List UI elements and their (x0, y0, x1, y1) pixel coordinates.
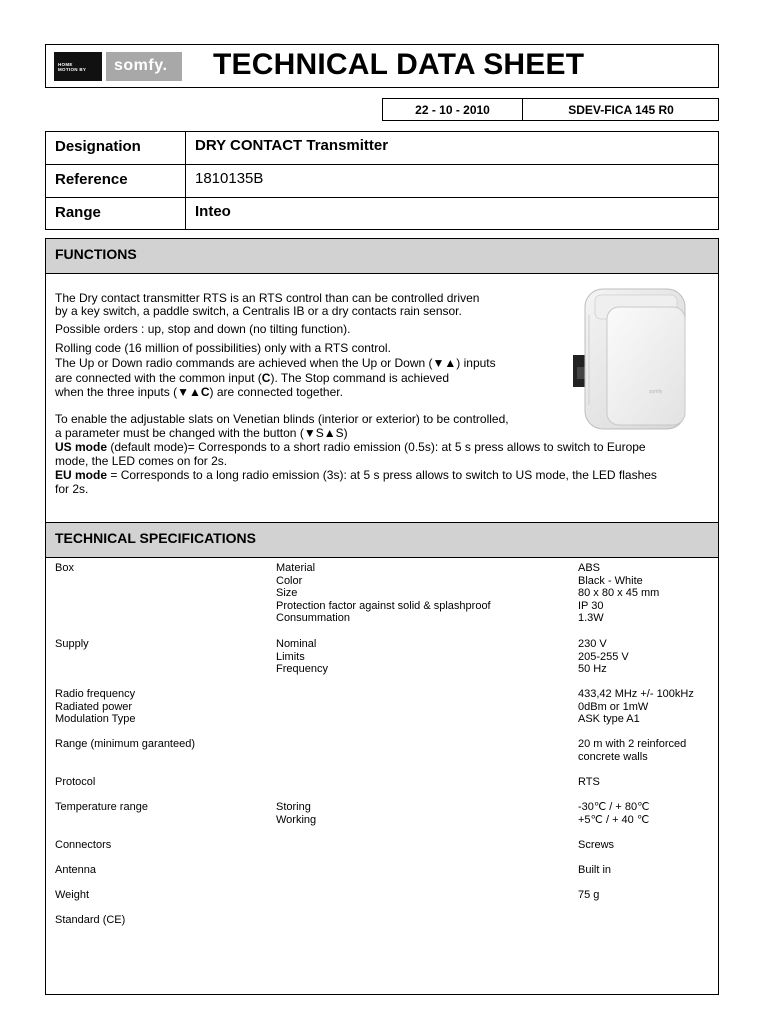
page-title: TECHNICAL DATA SHEET (213, 48, 585, 81)
technical-specifications-section (45, 522, 719, 995)
spec-value: Black - White (578, 574, 643, 587)
somfy-logo-text: somfy. (114, 57, 168, 74)
spec-value: 50 Hz (578, 663, 607, 675)
spec-param: Frequency (276, 663, 328, 675)
spec-param: Working (276, 813, 317, 826)
header-box (45, 44, 719, 88)
document-date: 22 - 10 - 2010 (415, 103, 490, 117)
device-brand-text: somfy (649, 389, 663, 395)
spec-param: Material (276, 562, 316, 574)
spec-value: 20 m with 2 reinforced (578, 738, 687, 750)
spec-category: Antenna (55, 864, 96, 876)
spec-param: Protection factor against solid & splashproof (276, 599, 491, 612)
table-row-range (46, 197, 718, 231)
functions-heading-bar (46, 239, 718, 274)
spec-value: ABS (578, 562, 601, 574)
spec-value: 433,42 MHz +/- 100kHz (578, 688, 694, 700)
text-span: when the three inputs (▼▲ (55, 385, 201, 399)
table-row-reference (46, 164, 718, 198)
functions-line: Rolling code (16 million of possibilities) only with a RTS control. (55, 341, 391, 355)
text-span: ). The Stop command is achieved (270, 371, 449, 385)
spec-value: IP 30 (578, 599, 604, 612)
spec-param: Color (276, 574, 303, 587)
spec-param: Storing (276, 801, 311, 813)
us-mode-line (55, 440, 646, 454)
spec-value: 205-255 V (578, 650, 629, 663)
functions-line: mode, the LED comes on for 2s. (55, 454, 228, 468)
functions-line: The Up or Down radio commands are achieved when the Up or Down (▼▲) inputs (55, 356, 496, 370)
functions-line: by a key switch, a paddle switch, a Centralis IB or a dry contacts rain sensor. (55, 304, 462, 318)
designation-value: DRY CONTACT Transmitter (195, 137, 389, 154)
eu-mode-text: = Corresponds to a long radio emission (3s): at 5 s press allows to switch to US mode, the LED flashes (107, 468, 657, 482)
spec-category: Weight (55, 889, 90, 901)
spec-category: Supply (55, 638, 89, 650)
spec-value: Built in (578, 864, 612, 876)
spec-param: Nominal (276, 638, 317, 650)
functions-heading: FUNCTIONS (55, 246, 137, 262)
spec-category: Radio frequency Radiated power Modulation Type (55, 688, 136, 725)
logo-home-text: HOME (58, 62, 73, 67)
spec-param: Limits (276, 650, 305, 663)
range-label: Range (55, 204, 101, 221)
somfy-logo (106, 52, 182, 81)
common-input-label: C (261, 371, 271, 385)
spec-value: ASK type A1 (578, 713, 640, 725)
range-value: Inteo (195, 203, 231, 220)
functions-line: for 2s. (55, 482, 89, 496)
identification-table (45, 131, 719, 230)
spec-category: Protocol (55, 776, 96, 788)
reference-value: 1810135B (195, 170, 264, 187)
functions-line: The Dry contact transmitter RTS is an RTS control than can be controlled driven (55, 291, 480, 305)
spec-category: Standard (CE) (55, 914, 126, 926)
functions-line: Possible orders : up, stop and down (no tilting function). (55, 322, 351, 336)
functions-line: To enable the adjustable slats on Venetian blinds (interior or exterior) to be controlled, (55, 412, 509, 426)
home-motion-logo (54, 52, 102, 81)
spec-category: Box (55, 562, 74, 574)
eu-mode-line (55, 468, 657, 482)
spec-value: Screws (578, 839, 615, 851)
spec-param: Size (276, 587, 298, 599)
document-meta-box (382, 98, 719, 121)
spec-param: Consummation (276, 612, 350, 624)
us-mode-label: US mode (55, 440, 108, 454)
spec-value: 1.3W (578, 612, 604, 624)
spec-value: 75 g (578, 889, 600, 901)
transmitter-device-image (573, 285, 693, 435)
spec-category: Connectors (55, 839, 112, 851)
spec-category: Range (minimum garanteed) (55, 738, 196, 750)
spec-value: 230 V (578, 638, 607, 650)
spec-category: Temperature range (55, 801, 148, 813)
designation-label: Designation (55, 138, 141, 155)
specs-heading-bar (46, 523, 718, 558)
text-span: are connected with the common input ( (55, 371, 262, 385)
spec-value: +5℃ / + 40 ℃ (578, 813, 650, 826)
table-row-designation (46, 132, 718, 165)
specs-heading: TECHNICAL SPECIFICATIONS (55, 530, 256, 546)
functions-line (55, 371, 449, 385)
spec-value: RTS (578, 776, 600, 788)
spec-value: -30℃ / + 80℃ (578, 801, 650, 813)
us-mode-text: (default mode)= Corresponds to a short radio emission (0.5s): at 5 s press allows to switch to Europe (107, 440, 646, 454)
spec-value: concrete walls (578, 751, 648, 763)
text-span: ) are connected together. (209, 385, 343, 399)
logo-home-sub-text: MOTION BY (58, 67, 87, 72)
spec-value: 80 x 80 x 45 mm (578, 587, 660, 599)
eu-mode-label: EU mode (55, 468, 108, 482)
common-input-label: C (200, 385, 210, 399)
functions-section (45, 238, 719, 525)
spec-value: 0dBm or 1mW (578, 700, 649, 713)
functions-line (55, 385, 343, 399)
reference-label: Reference (55, 171, 128, 188)
functions-line: a parameter must be changed with the button (▼S▲S) (55, 426, 348, 440)
document-reference-code: SDEV-FICA 145 R0 (568, 103, 674, 117)
